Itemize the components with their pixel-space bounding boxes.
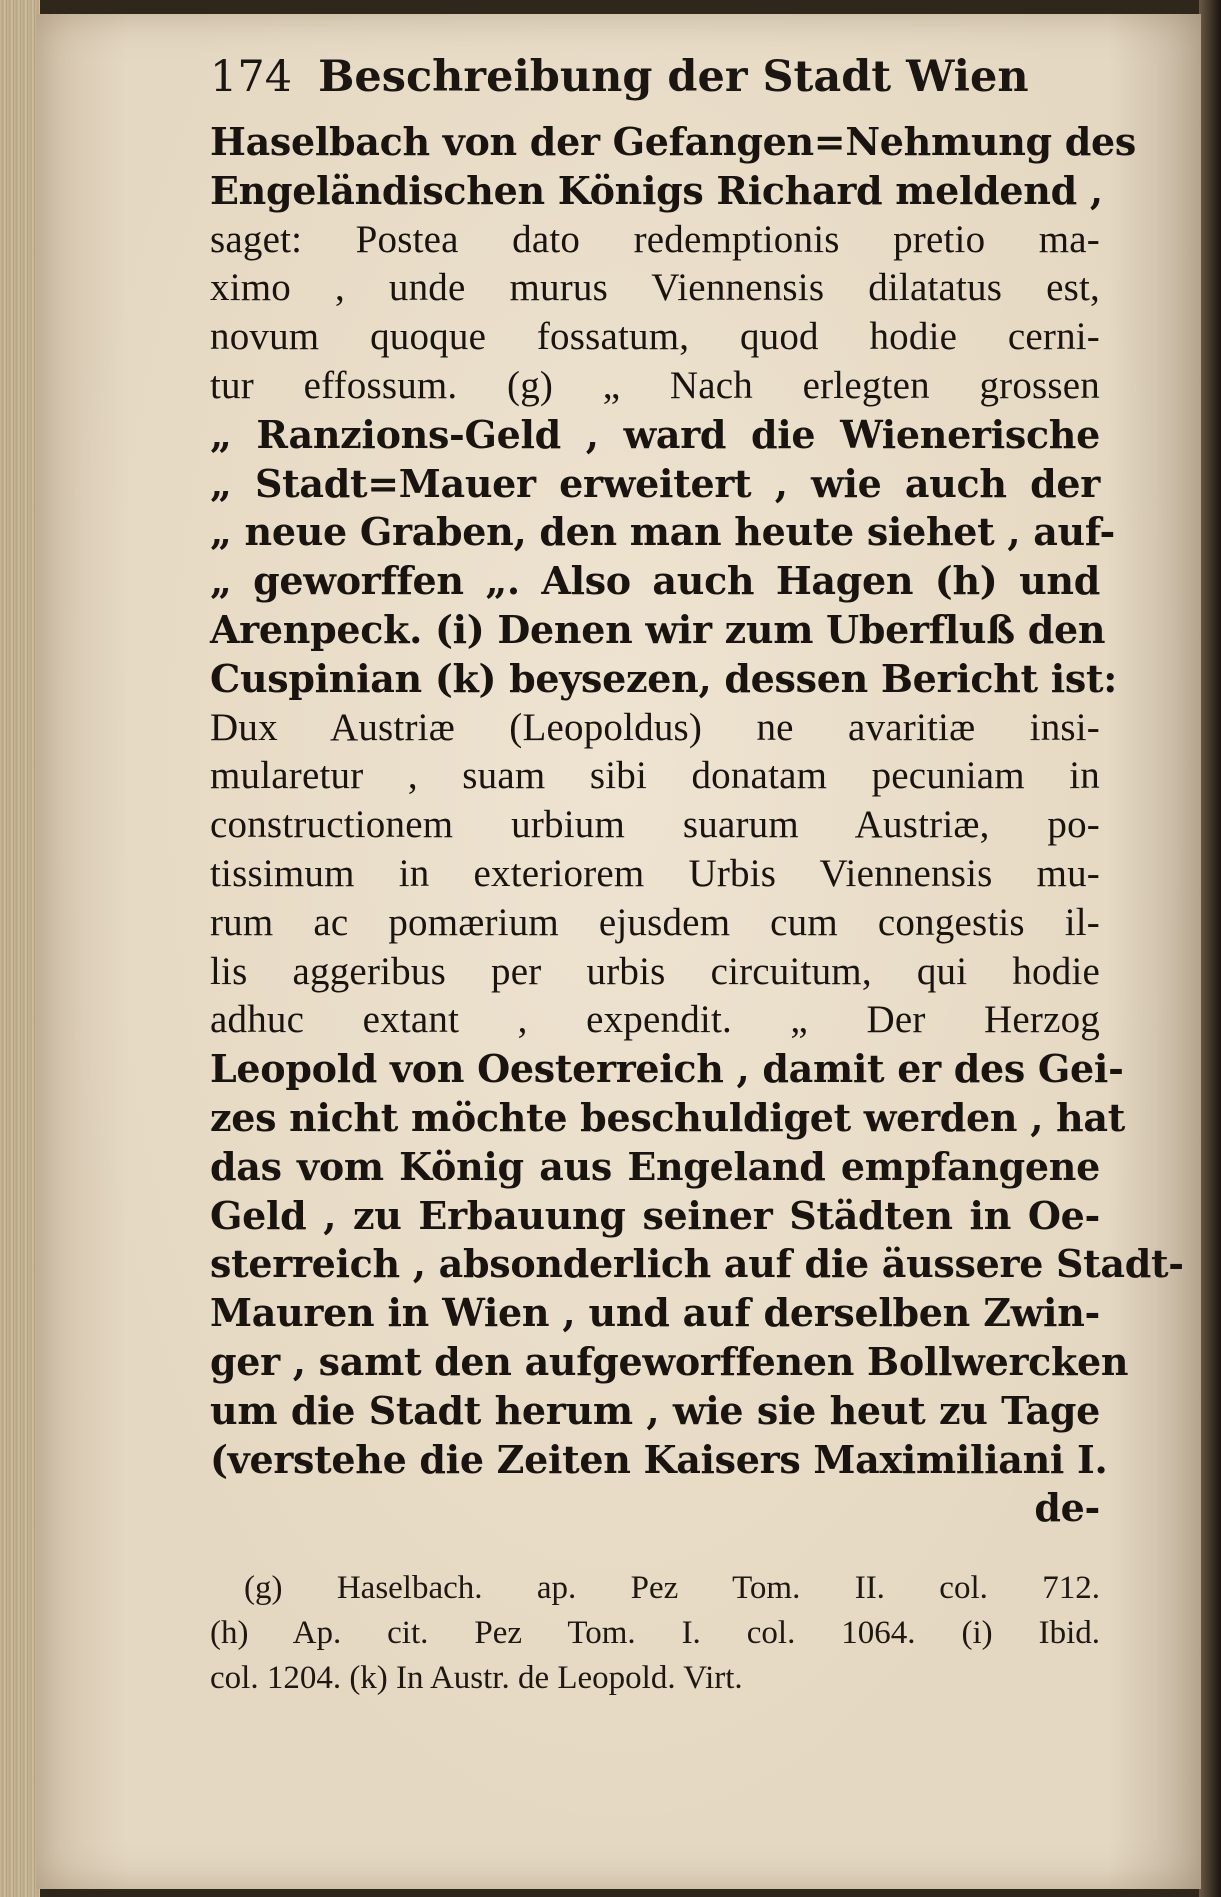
spine-shadow	[1199, 0, 1221, 1897]
text-line: lis aggeribus per urbis circuitum, qui hodie	[210, 949, 1100, 993]
text-line: Leopold von Oesterreich , damit er des Gei-	[210, 1046, 1124, 1092]
text-line: tur effossum. (g) „ Nach erlegten grossen	[210, 363, 1100, 407]
text-line: „ Stadt=Mauer erweitert , wie auch der	[210, 460, 1100, 506]
text-line: Dux Austriæ (Leopoldus) ne avaritiæ insi-	[210, 705, 1100, 749]
footnote-line: (h) Ap. cit. Pez Tom. I. col. 1064. (i) Ibid.	[210, 1615, 1100, 1651]
text-line: ximo , unde murus Viennensis dilatatus est,	[210, 266, 1100, 310]
text-line: novum quoque fossatum, quod hodie cerni-	[210, 315, 1100, 359]
text-line: Arenpeck. (i) Denen wir zum Uberfluß den	[210, 606, 1106, 652]
text-line: „ geworffen „. Also auch Hagen (h) und	[210, 558, 1100, 604]
text-line: Haselbach von der Gefangen=Nehmung des	[210, 119, 1136, 164]
text-line: adhuc extant , expendit. „ Der Herzog	[210, 998, 1100, 1042]
text-line: Cuspinian (k) beysezen, dessen Bericht ist:	[210, 655, 1117, 701]
text-line: um die Stadt herum , wie sie heut zu Tage	[210, 1387, 1100, 1433]
text-line: tissimum in exteriorem Urbis Viennensis mu-	[210, 851, 1100, 895]
text-line: das vom König aus Engeland empfangene	[210, 1143, 1100, 1189]
text-line: Engeländischen Königs Richard meldend ,	[210, 167, 1103, 213]
text-line: sterreich , absonderlich auf die äussere Stadt-	[210, 1241, 1184, 1287]
text-line: zes nicht möchte beschuldiget werden , hat	[210, 1094, 1125, 1140]
text-line: mularetur , suam sibi donatam pecuniam in	[210, 754, 1100, 798]
text-line: Geld , zu Erbauung seiner Städten in Oe-	[210, 1192, 1100, 1238]
footnote-line: (g) Haselbach. ap. Pez Tom. II. col. 712.	[244, 1570, 1100, 1606]
running-title: Beschreibung der Stadt Wien	[318, 52, 1029, 102]
body-text	[210, 118, 1184, 1533]
text-line: saget: Postea dato redemptionis pretio ma-	[210, 217, 1100, 261]
running-header	[210, 52, 1110, 102]
text-line: ger , samt den aufgeworffenen Bollwercken	[210, 1338, 1129, 1384]
catchword: de-	[1034, 1485, 1100, 1531]
text-line: „ neue Graben, den man heute siehet , auf-	[210, 509, 1116, 555]
text-line: Mauren in Wien , und auf derselben Zwin-	[210, 1290, 1100, 1336]
footnotes	[210, 1566, 1100, 1701]
text-line: rum ac pomærium ejusdem cum congestis il-	[210, 900, 1100, 944]
text-line: „ Ranzions-Geld , ward die Wienerische	[210, 411, 1100, 457]
footnote-line: col. 1204. (k) In Austr. de Leopold. Virt.	[210, 1660, 743, 1696]
page-number: 174	[210, 52, 293, 102]
text-line: constructionem urbium suarum Austriæ, po-	[210, 803, 1100, 847]
page-edges	[0, 0, 40, 1897]
text-line: (verstehe die Zeiten Kaisers Maximiliani I.	[210, 1436, 1108, 1482]
